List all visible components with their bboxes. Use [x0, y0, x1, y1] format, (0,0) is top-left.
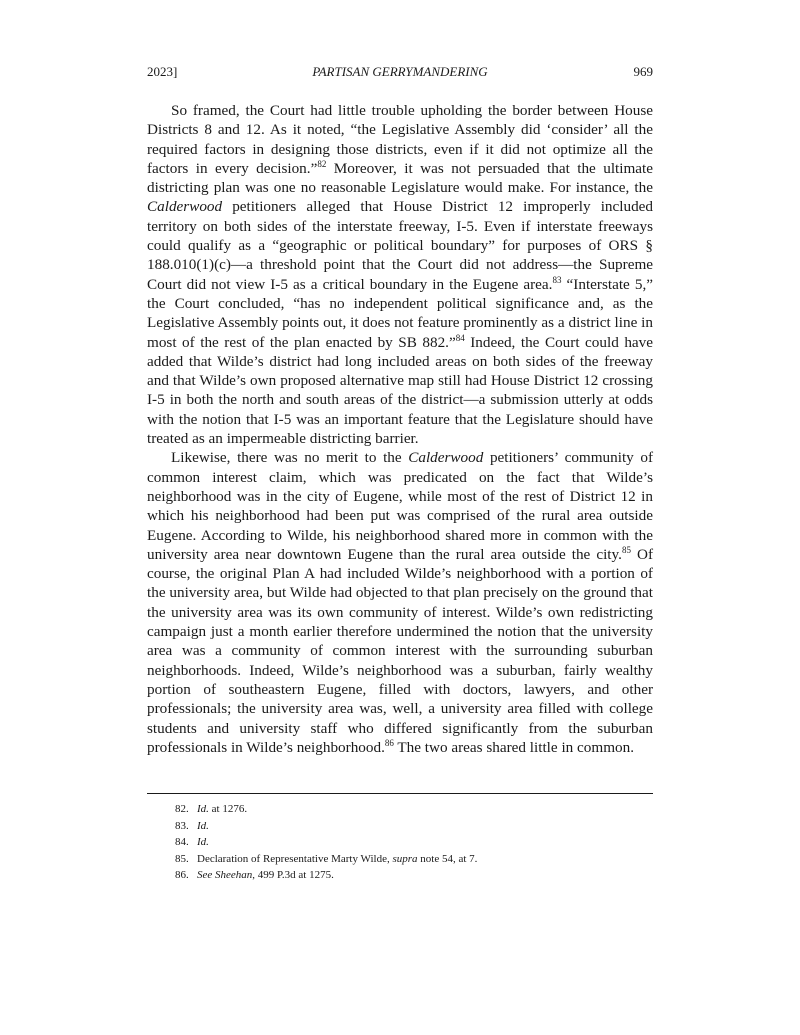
text-run: “Interstate 5,” the Court concluded, “has no independent political significance and, as the Legislative Assembly points out, it does not feature prominently as a district line in most of the rest of the plan enacted by SB 882.” [147, 275, 653, 351]
paragraph-1 [147, 101, 653, 448]
running-header [147, 62, 653, 82]
body-text [147, 101, 653, 757]
footnote-italic: Id. [197, 819, 209, 832]
footnote-text: , 499 P.3d at 1275. [252, 869, 334, 881]
footnote-number: 83. [175, 819, 189, 832]
footnote-number: 84. [175, 836, 189, 848]
header-title: PARTISAN GERRYMANDERING [312, 64, 488, 79]
footnote-italic: supra [392, 852, 418, 865]
footnote-text: at 1276. [208, 803, 248, 815]
footnote-ref-82[interactable]: 82 [317, 158, 327, 169]
footnote-ref-84[interactable]: 84 [455, 332, 465, 343]
text-run: Likewise, there was no merit to the [171, 449, 409, 467]
footnote-ref-83[interactable]: 83 [552, 274, 562, 285]
footnote-text: note 54, at 7. [417, 852, 478, 865]
text-run: Indeed, the Court could have added that Wilde’s district had long included areas on both sides of the freeway and that Wilde’s own proposed alternative map still had House District 12 crossing I-5 in both the north and south areas of the district—a submission utterly at odds with the notion that I-5 was an important feature that the Legislature should have treated as an impermeable districting barrier. [147, 333, 653, 448]
footnote-number: 82. [175, 803, 189, 815]
footnote-number: 86. [175, 869, 189, 881]
text-run: petitioners alleged that House District 12 improperly included territory on both sides of the interstate freeway, I-5. Even if interstate freeways could qualify as a “geographic or political boundary” for purposes of ORS § 188.010(1)(c)—a threshold point that the Court did not address—the Supreme Court did not view I-5 as a critical boundary in the Eugene area. [147, 198, 653, 293]
case-name: Calderwood [408, 449, 484, 467]
text-run: Of course, the original Plan A had included Wilde’s neighborhood with a portion of the university area, but Wilde had objected to that plan precisely on the ground that the university area was its own community of interest. Wilde’s own redistricting campaign just a month earlier therefore undermined the notion that the university area was a community of common interest with the surrounding suburban neighborhoods. Indeed, Wilde’s neighborhood was a suburban, fairly wealthy portion of southeastern Eugene, filled with doctors, lawyers, and other professionals; the university area was, well, a university area filled with college students and university staff who differed significantly from the suburban professionals in Wilde’s neighborhood. [147, 545, 654, 756]
footnote-86 [175, 867, 653, 884]
text-run: petitioners’ community of common interest claim, which was predicated on the fact that Wilde’s neighborhood was in the city of Eugene, while most of the rest of District 12 in which his neighborhood had been put was comprised of the rural area outside Eugene. According to Wilde, his neighborhood shared more in common with the university area near downtown Eugene than the rural area outside the city. [147, 449, 654, 563]
paragraph-2 [147, 448, 653, 757]
page-number: 969 [633, 64, 653, 79]
footnote-number: 85. [175, 852, 189, 865]
text-run: So framed, the Court had little trouble upholding the border between House Districts 8 and 12. As it noted, “the Legislative Assembly did ‘consider’ all the required factors in designing those districts, even if it did not optimize all the factors in every decision.” [147, 102, 653, 177]
footnote-divider [147, 793, 653, 794]
footnote-text: Declaration of Representative Marty Wilde, [197, 852, 393, 865]
footnote-ref-86[interactable]: 86 [384, 737, 394, 748]
footnotes-list [175, 801, 653, 884]
footnote-85 [175, 851, 653, 868]
footnote-82 [175, 801, 653, 818]
footnote-83 [175, 818, 653, 835]
footnote-italic: Id. [197, 803, 209, 815]
footnote-84 [175, 834, 653, 851]
footnote-italic: Id. [197, 836, 209, 848]
footnote-ref-85[interactable]: 85 [621, 544, 631, 555]
case-name: Calderwood [147, 198, 223, 216]
text-run: Moreover, it was not persuaded that the ultimate districting plan was one no reasonable Legislature would make. For instance, the [147, 159, 654, 197]
footnote-italic: See Sheehan [197, 869, 253, 881]
text-run: The two areas shared little in common. [393, 738, 634, 756]
header-year: 2023] [147, 64, 178, 79]
